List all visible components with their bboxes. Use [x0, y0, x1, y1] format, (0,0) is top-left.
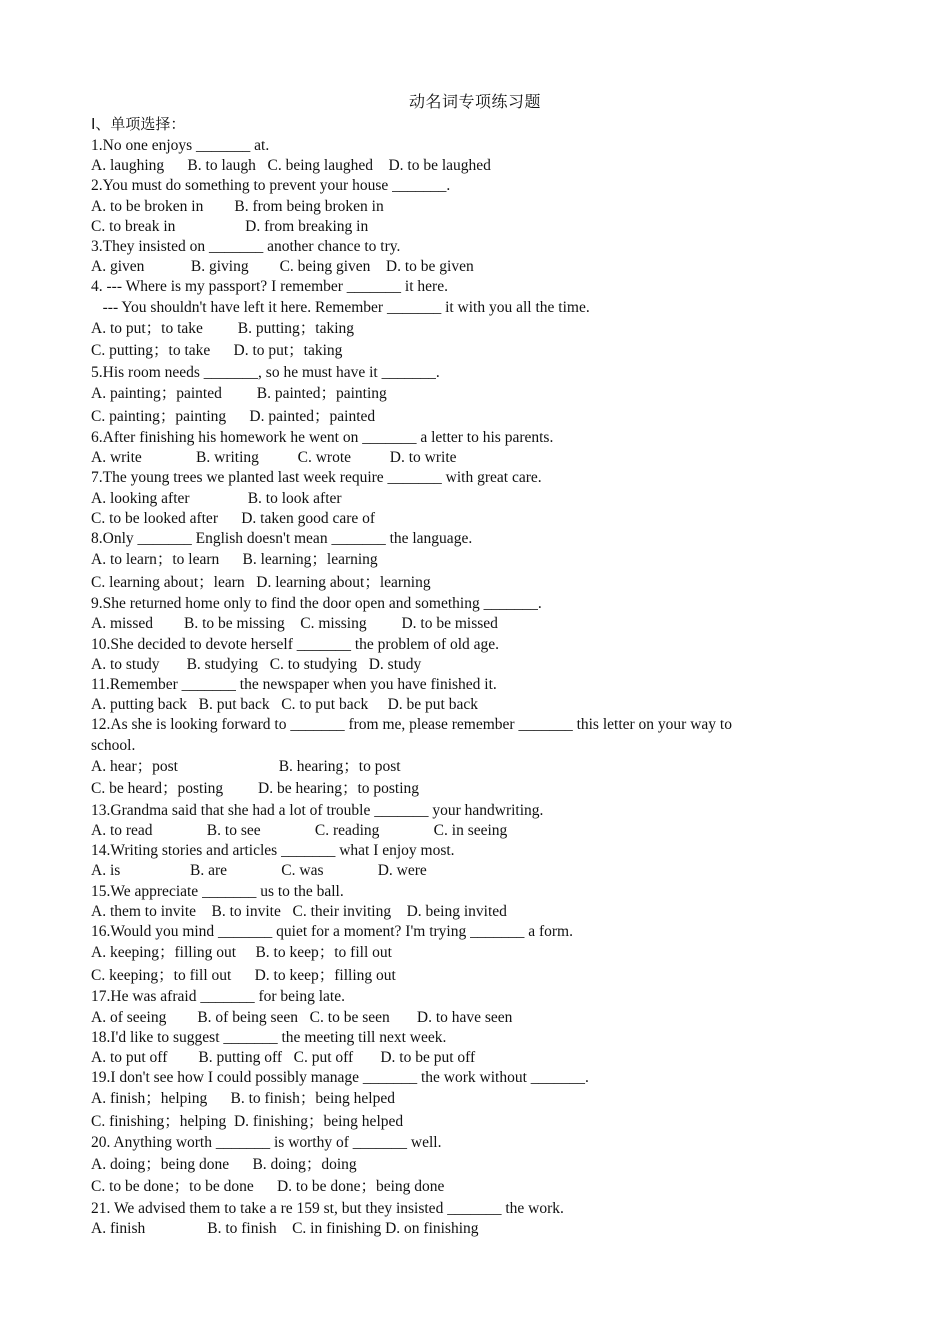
answer-options: A. finish；helping B. to finish；being helped	[91, 1090, 395, 1108]
question-item	[91, 1133, 831, 1198]
answer-options: A. hear；post B. hearing；to post	[91, 757, 401, 775]
question-stem: 12.As she is looking forward to _______ from me, please remember _______ this letter on your way to	[91, 716, 732, 734]
answer-options: C. learning about；learn D. learning about；learning	[91, 573, 431, 591]
answer-options: C. to break in D. from breaking in	[91, 217, 369, 235]
question-item	[91, 987, 831, 1027]
answer-options: A. is B. are C. was D. were	[91, 862, 427, 880]
question-stem: 17.He was afraid _______ for being late.	[91, 988, 345, 1006]
answer-options: A. to put；to take B. putting；taking	[91, 319, 355, 337]
answer-options: C. to be done；to be done D. to be done；being done	[91, 1178, 445, 1196]
question-item	[91, 1028, 831, 1068]
question-item	[91, 715, 831, 800]
question-stem: 20. Anything worth _______ is worthy of _______ well.	[91, 1134, 442, 1152]
question-stem: 13.Grandma said that she had a lot of trouble _______ your handwriting.	[91, 801, 544, 819]
answer-options: A. missed B. to be missing C. missing D. to be missed	[91, 615, 498, 633]
question-list	[91, 114, 831, 1239]
answer-options: C. finishing；helping D. finishing；being helped	[91, 1112, 404, 1130]
question-stem: 16.Would you mind _______ quiet for a moment? I'm trying _______ a form.	[91, 923, 573, 941]
question-item	[91, 136, 831, 176]
question-stem: 21. We advised them to take a re 159 st, but they insisted _______ the work.	[91, 1199, 564, 1217]
answer-options: C. to be looked after D. taken good care of	[91, 509, 376, 527]
question-stem: 15.We appreciate _______ us to the ball.	[91, 882, 344, 900]
question-item	[91, 594, 831, 634]
question-item	[91, 468, 831, 529]
question-stem-continued: school.	[91, 736, 136, 754]
question-item	[91, 1068, 831, 1133]
question-stem: 9.She returned home only to find the door open and something _______.	[91, 595, 542, 613]
question-stem: 3.They insisted on _______ another chance to try.	[91, 238, 401, 256]
question-item	[91, 237, 831, 277]
question-item	[91, 675, 831, 715]
question-item	[91, 801, 831, 841]
question-stem-continued: --- You shouldn't have left it here. Remember _______ it with you all the time.	[91, 298, 590, 316]
question-stem: 7.The young trees we planted last week require _______ with great care.	[91, 469, 542, 487]
question-stem: 4. --- Where is my passport? I remember _______ it here.	[91, 278, 448, 296]
question-stem: 8.Only _______ English doesn't mean _______ the language.	[91, 530, 473, 548]
answer-options: C. be heard；posting D. be hearing；to posting	[91, 780, 420, 798]
section-heading: Ⅰ、单项选择：	[91, 115, 186, 133]
answer-options: A. of seeing B. of being seen C. to be seen D. to have seen	[91, 1008, 513, 1026]
answer-options: C. putting；to take D. to put；taking	[91, 342, 343, 360]
question-stem: 1.No one enjoys _______ at.	[91, 137, 270, 154]
question-item	[91, 635, 831, 675]
answer-options: A. doing；being done B. doing；doing	[91, 1155, 357, 1173]
question-item	[91, 529, 831, 594]
answer-options: A. to read B. to see C. reading C. in seeing	[91, 822, 508, 840]
answer-options: C. painting；painting D. painted；painted	[91, 407, 376, 425]
answer-options: C. keeping；to fill out D. to keep；filling out	[91, 966, 396, 984]
question-item	[91, 176, 831, 237]
question-item	[91, 363, 831, 428]
question-stem: 11.Remember _______ the newspaper when you have finished it.	[91, 676, 497, 694]
answer-options: A. given B. giving C. being given D. to be given	[91, 258, 474, 276]
answer-options: A. to learn；to learn B. learning；learning	[91, 551, 378, 569]
answer-options: A. to be broken in B. from being broken in	[91, 197, 384, 215]
question-item	[91, 1199, 831, 1239]
question-stem: 6.After finishing his homework he went on _______ a letter to his parents.	[91, 429, 554, 447]
question-item	[91, 428, 831, 468]
answer-options: A. finish B. to finish C. in finishing D. on finishing	[91, 1219, 479, 1237]
answer-options: A. them to invite B. to invite C. their inviting D. being invited	[91, 902, 507, 920]
answer-options: A. painting；painted B. painted；painting	[91, 385, 387, 403]
question-item	[91, 882, 831, 922]
answer-options: A. to study B. studying C. to studying D. study	[91, 655, 422, 673]
question-item	[91, 922, 831, 987]
answer-options: A. write B. writing C. wrote D. to write	[91, 449, 457, 467]
answer-options: A. looking after B. to look after	[91, 489, 342, 507]
answer-options: A. to put off B. putting off C. put off D. to be put off	[91, 1048, 476, 1066]
question-stem: 19.I don't see how I could possibly manage _______ the work without _______.	[91, 1069, 589, 1087]
question-stem: 5.His room needs _______, so he must have it _______.	[91, 363, 440, 381]
question-stem: 18.I'd like to suggest _______ the meeting till next week.	[91, 1028, 447, 1046]
question-stem: 2.You must do something to prevent your house _______.	[91, 177, 451, 195]
answer-options: A. putting back B. put back C. to put back D. be put back	[91, 696, 479, 714]
question-item	[91, 277, 831, 362]
answer-options: A. keeping；filling out B. to keep；to fill out	[91, 944, 392, 962]
question-stem: 10.She decided to devote herself _______ the problem of old age.	[91, 635, 500, 653]
question-stem: 14.Writing stories and articles _______ what I enjoy most.	[91, 842, 455, 860]
question-item	[91, 841, 831, 881]
page-title: 动名词专项练习题	[408, 92, 541, 111]
answer-options: A. laughing B. to laugh C. being laughed D. to be laughed	[91, 157, 491, 175]
